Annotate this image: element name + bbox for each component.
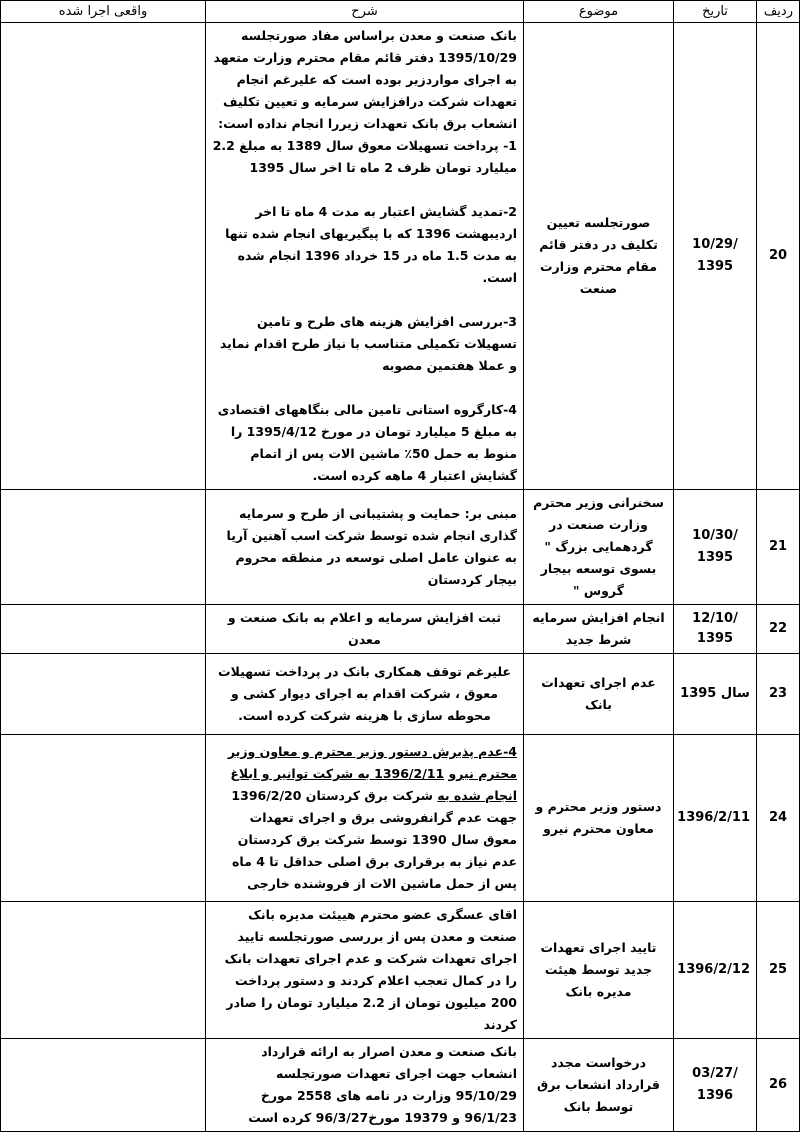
- row-subject: صورتجلسه تعیین تکلیف در دفتر قائم مقام محترم وزارت صنعت: [524, 23, 674, 490]
- row-number: 24: [757, 735, 800, 902]
- description-paragraph: 1- پرداخت تسهیلات معوق سال 1389 به مبلغ 2.2 میلیارد تومان ظرف 2 ماه تا اخر سال 1395: [212, 138, 517, 175]
- description-paragraph: 2-تمدید گشایش اعتبار به مدت 4 ماه تا اخر اردیبهشت 1396 که با پیگیریهای انجام شده تنها به مدت 1.5 ماه در 15 خرداد 1396 انجام شده است.: [225, 204, 517, 285]
- table-row: [1, 902, 800, 1039]
- row-date-line1: سال 1395: [680, 686, 750, 701]
- header-subject: موضوع: [524, 1, 674, 23]
- row-realized: [1, 490, 206, 605]
- header-date: تاریخ: [674, 1, 757, 23]
- description-underlined: 1396/2/11 به شرکت توانیر و ابلاغ انجام شده به: [230, 766, 517, 803]
- row-subject: درخواست مجدد قرارداد انشعاب برق توسط بانک: [524, 1039, 674, 1132]
- description-paragraph: 3-بررسی افزایش هزینه های طرح و تامین تسهیلات تکمیلی متناسب با نیاز طرح اقدام نماید و عملا هفتمین مصوبه: [219, 314, 517, 373]
- header-realized: واقعی اجرا شده: [1, 1, 206, 23]
- header-number: ردیف: [757, 1, 800, 23]
- table-row: [1, 605, 800, 654]
- row-number: 21: [757, 490, 800, 605]
- description-underlined: 4-عدم پذیرش دستور وزیر محترم و معاون وزیر محترم نیرو: [227, 744, 517, 781]
- row-date-line1: 10/29/: [692, 237, 738, 252]
- row-number: 23: [757, 654, 800, 735]
- row-subject: دستور وزیر محترم و معاون محترم نیرو: [524, 735, 674, 902]
- row-date: [674, 490, 757, 605]
- row-date-line1: 03/27/: [692, 1066, 738, 1081]
- row-description: علیرغم توقف همکاری بانک در پرداخت تسهیلات معوق ، شرکت اقدام به اجرای دیوار کشی و محوطه سازی با هزینه شرکت کرده است.: [206, 654, 524, 735]
- table-row: [1, 654, 800, 735]
- row-date-line1: 1396/2/11: [677, 810, 750, 825]
- row-number: 25: [757, 902, 800, 1039]
- row-date: [674, 1039, 757, 1132]
- row-realized: [1, 735, 206, 902]
- row-date: [674, 23, 757, 490]
- row-realized: [1, 902, 206, 1039]
- row-date: [674, 735, 757, 902]
- header-description: شرح: [206, 1, 524, 23]
- row-subject: سخنرانی وزیر محترم وزارت صنعت در گردهمایی بزرگ " بسوی توسعه بیجار گروس ": [524, 490, 674, 605]
- table-row: [1, 1039, 800, 1132]
- row-realized: [1, 605, 206, 654]
- row-date: [674, 902, 757, 1039]
- row-description: بانک صنعت و معدن اصرار به ارائه قرارداد انشعاب جهت اجرای تعهدات صورتجلسه 95/10/29 وزارت در نامه های 2558 مورخ 96/1/23 و 19379 مورخ96/3/27 کرده است: [206, 1039, 524, 1132]
- row-number: 22: [757, 605, 800, 654]
- description-paragraph: 4-کارگروه استانی تامین مالی بنگاههای اقتصادی به مبلغ 5 میلیارد تومان در مورخ 1395/4/12 را منوط به حمل 50٪ ماشین الات پس از اتمام گشایش اعتبار 4 ماهه کرده است.: [217, 402, 517, 483]
- row-subject: عدم اجرای تعهدات بانک: [524, 654, 674, 735]
- row-description: اقای عسگری عضو محترم هییئت مدیره بانک صنعت و معدن پس از بررسی صورتجلسه تایید اجرای تعهدات شرکت و عدم اجرای تعهدات بانک را در کمال تعجب اعلام کردند و دستور پرداخت 200 میلیون تومان از 2.2 میلیارد تومان را صادر کردند: [206, 902, 524, 1039]
- row-date: [674, 654, 757, 735]
- table-row: [1, 735, 800, 902]
- row-date-line1: 12/10/: [692, 611, 738, 626]
- row-realized: [1, 1039, 206, 1132]
- row-date-line1: 1396/2/12: [677, 962, 750, 977]
- row-description: ثبت افزایش سرمایه و اعلام به بانک صنعت و معدن: [206, 605, 524, 654]
- row-date: [674, 605, 757, 654]
- row-description: [206, 735, 524, 902]
- table-row: [1, 490, 800, 605]
- row-realized: [1, 23, 206, 490]
- row-number: 26: [757, 1039, 800, 1132]
- row-subject: انجام افزایش سرمایه شرط جدید: [524, 605, 674, 654]
- table-row: [1, 23, 800, 490]
- row-date-line2: 1395: [696, 259, 734, 274]
- row-number: 20: [757, 23, 800, 490]
- row-description: مبنی بر: حمایت و پشتیبانی از طرح و سرمایه گذاری انجام شده توسط شرکت اسب آهنین آریا به عنوان عامل اصلی توسعه در منطقه محروم بیجار کردستان: [206, 490, 524, 605]
- row-description: [206, 23, 524, 490]
- row-realized: [1, 654, 206, 735]
- row-date-line1: 10/30/: [692, 528, 738, 543]
- row-date-line2: 1395: [696, 631, 734, 646]
- row-subject: تایید اجرای تعهدات جدید توسط هیئت مدیره بانک: [524, 902, 674, 1039]
- row-date-line2: 1396: [696, 1088, 734, 1103]
- row-date-line2: 1395: [696, 550, 734, 565]
- description-paragraph: بانک صنعت و معدن براساس مفاد صورتجلسه 1395/10/29 دفتر قائم مقام محترم وزارت متعهد به اجرای مواردزیر بوده است که علیرغم انجام تعهدات شرکت درافزایش سرمایه و تعیین تکلیف انشعاب برق بانک تعهدات زیررا انجام نداده است:: [213, 28, 517, 131]
- header-row: [1, 1, 800, 23]
- description-text: شرکت برق کردستان 1396/2/20 جهت عدم گرانفروشی برق و اجرای تعهدات معوق سال 1390 توسط شرکت برق کردستان عدم نیاز به برقراری برق اصلی حداقل تا 4 ماه پس از حمل ماشین الات از فروشنده خارجی: [231, 788, 517, 891]
